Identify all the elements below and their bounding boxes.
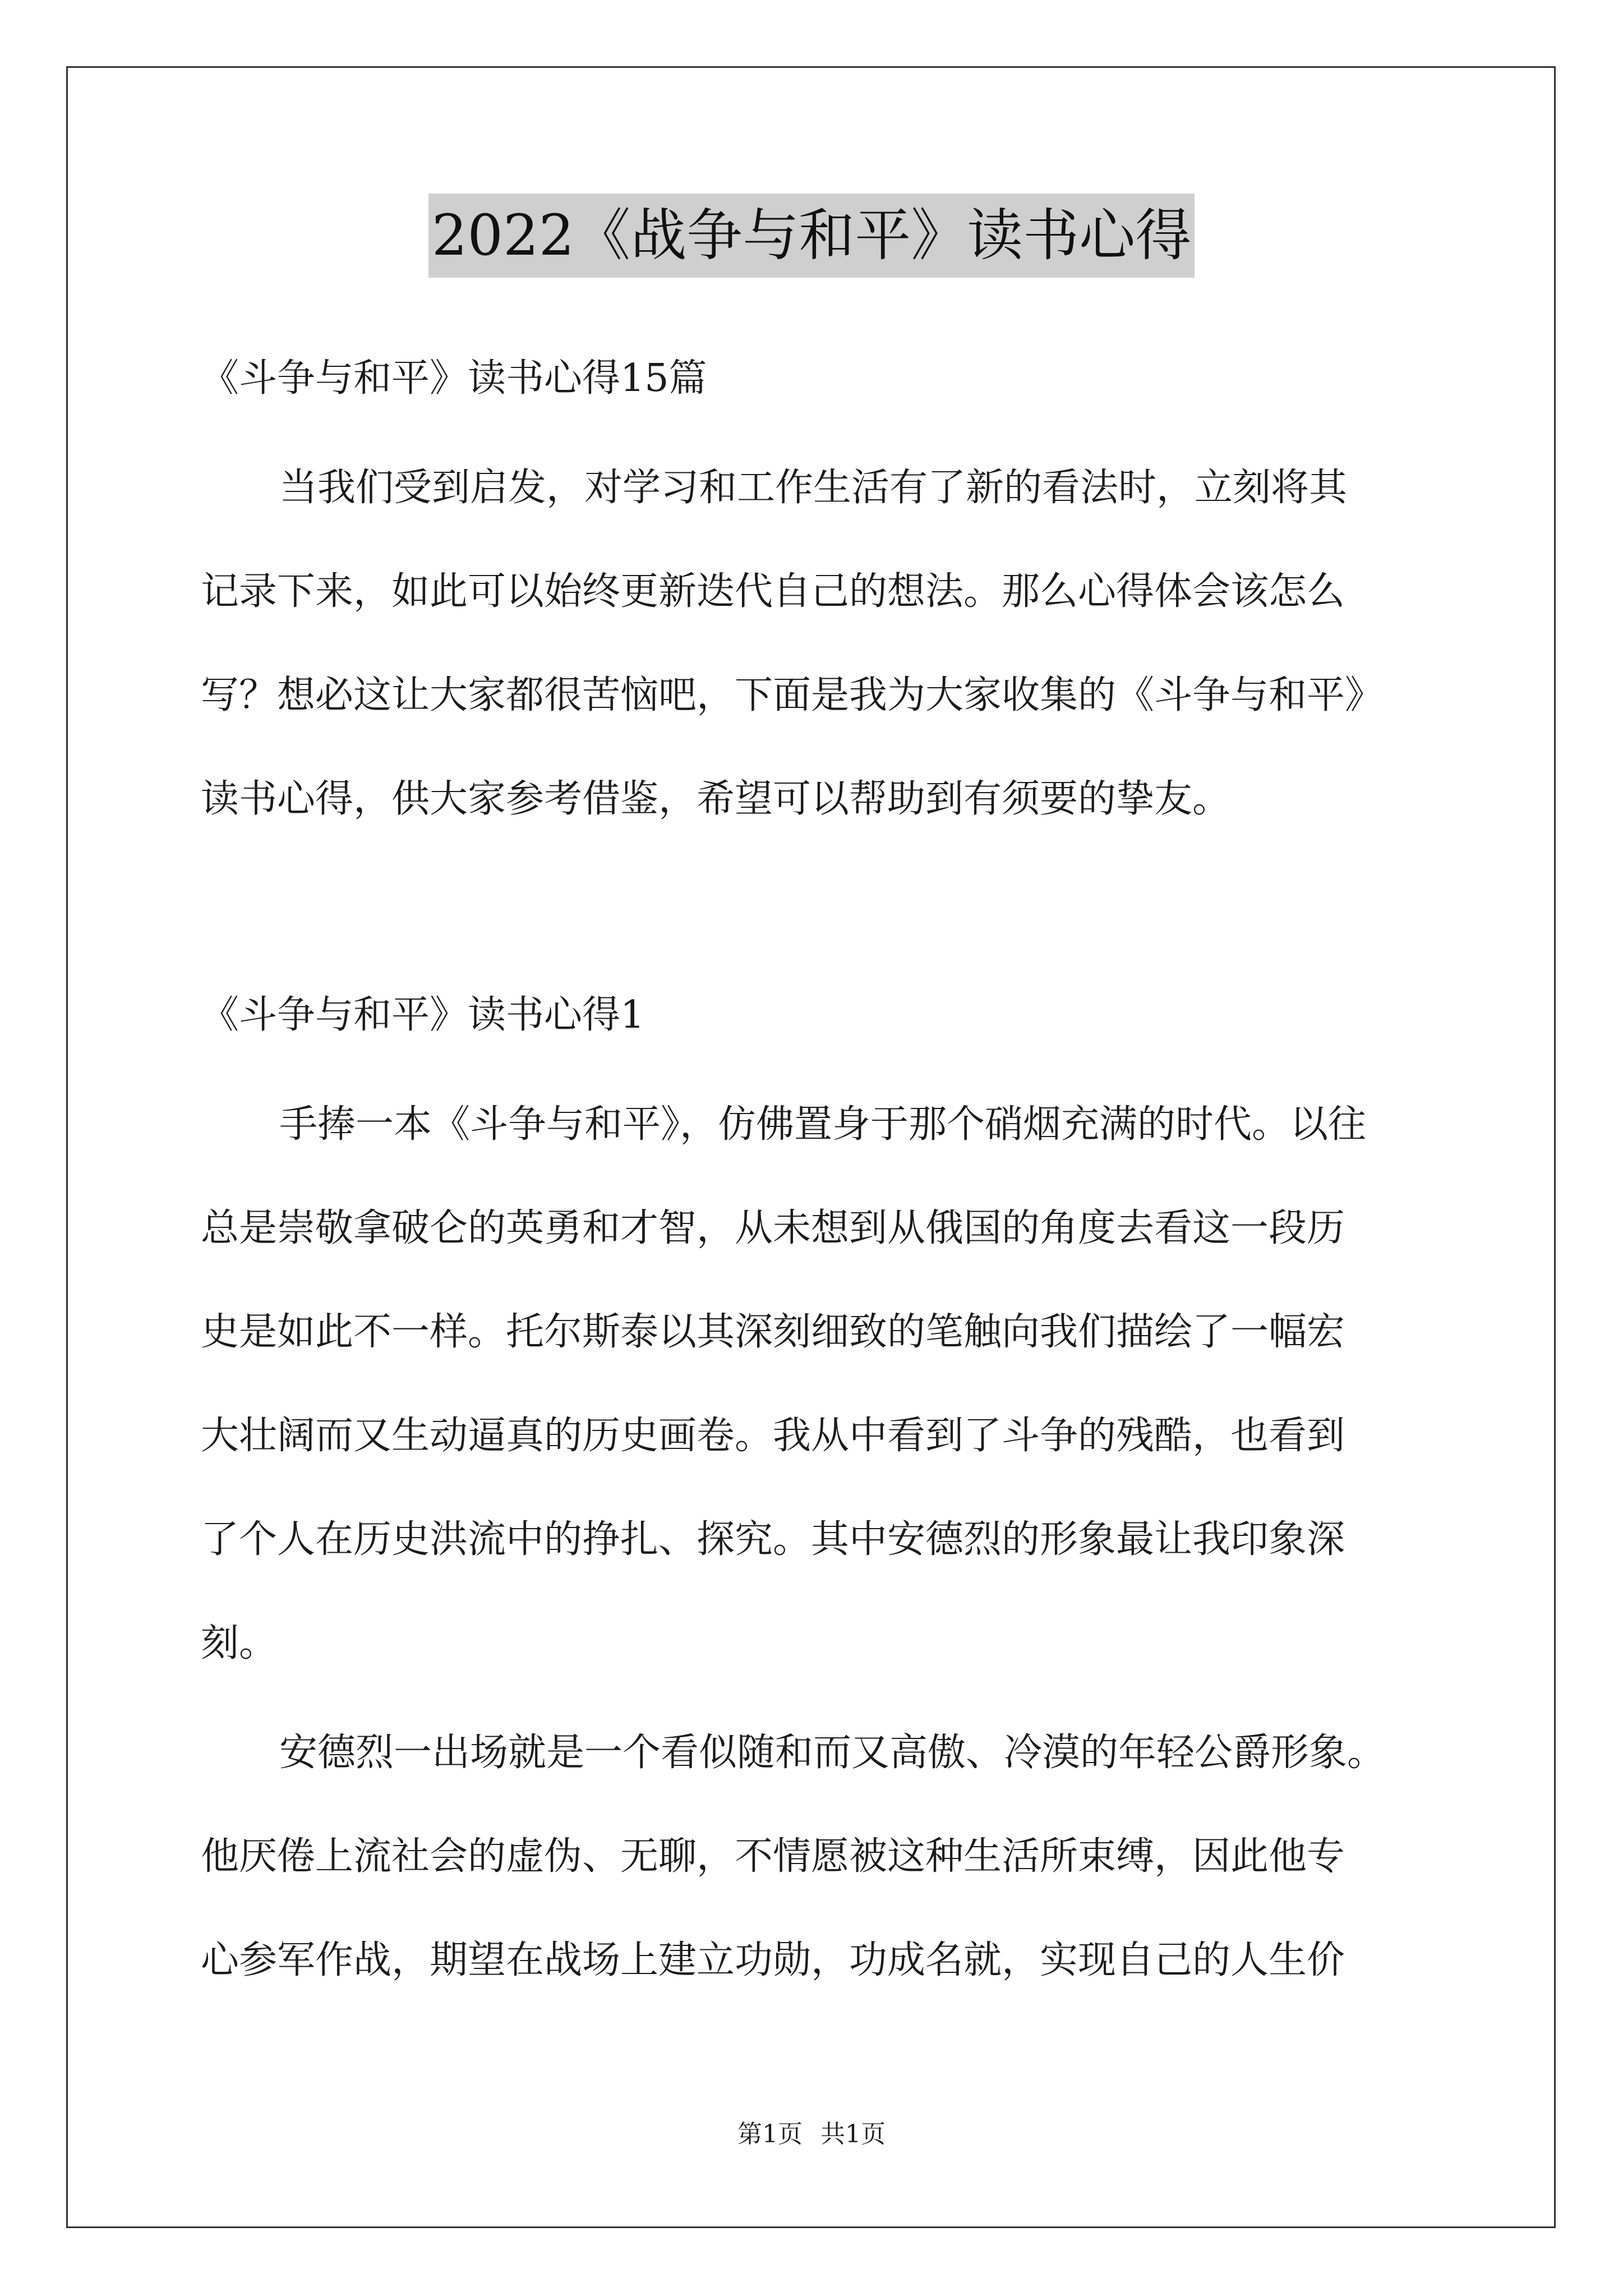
page-number: 第1页 [737, 2120, 803, 2148]
paragraph-line: 史是如此不一样。托尔斯泰以其深刻细致的笔触向我们描绘了一幅宏 [201, 1310, 1345, 1354]
paragraph-line: 他厌倦上流社会的虚伪、无聊，不情愿被这种生活所束缚，因此他专 [201, 1834, 1345, 1879]
paragraph-line: 手捧一本《斗争与和平》，仿佛置身于那个硝烟充满的时代。以往 [279, 1102, 1367, 1147]
document-title: 2022《战争与和平》读书心得 [428, 194, 1195, 278]
section-heading: 《斗争与和平》读书心得1 [201, 993, 645, 1037]
intro-line: 当我们受到启发，对学习和工作生活有了新的看法时，立刻将其 [279, 466, 1348, 510]
title-container [0, 194, 1623, 278]
page-total: 共1页 [820, 2120, 886, 2148]
paragraph-line: 总是崇敬拿破仑的英勇和才智，从未想到从俄国的角度去看这一段历 [201, 1206, 1345, 1250]
page-footer [0, 2118, 1623, 2151]
intro-line: 写？想必这让大家都很苦恼吧，下面是我为大家收集的《斗争与和平》 [201, 673, 1384, 717]
paragraph-line: 刻。 [201, 1621, 278, 1665]
paragraph-line: 大壮阔而又生动逼真的历史画卷。我从中看到了斗争的残酷，也看到 [201, 1414, 1345, 1458]
intro-line: 记录下来，如此可以始终更新迭代自己的想法。那么心得体会该怎么 [201, 569, 1345, 614]
document-subtitle: 《斗争与和平》读书心得15篇 [201, 356, 707, 401]
paragraph-line: 了个人在历史洪流中的挣扎、探究。其中安德烈的形象最让我印象深 [201, 1517, 1345, 1562]
paragraph-line: 心参军作战，期望在战场上建立功勋，功成名就，实现自己的人生价 [201, 1938, 1345, 1982]
paragraph-line: 安德烈一出场就是一个看似随和而又高傲、冷漠的年轻公爵形象。 [279, 1731, 1386, 1775]
intro-line: 读书心得，供大家参考借鉴，希望可以帮助到有须要的挚友。 [201, 777, 1231, 821]
